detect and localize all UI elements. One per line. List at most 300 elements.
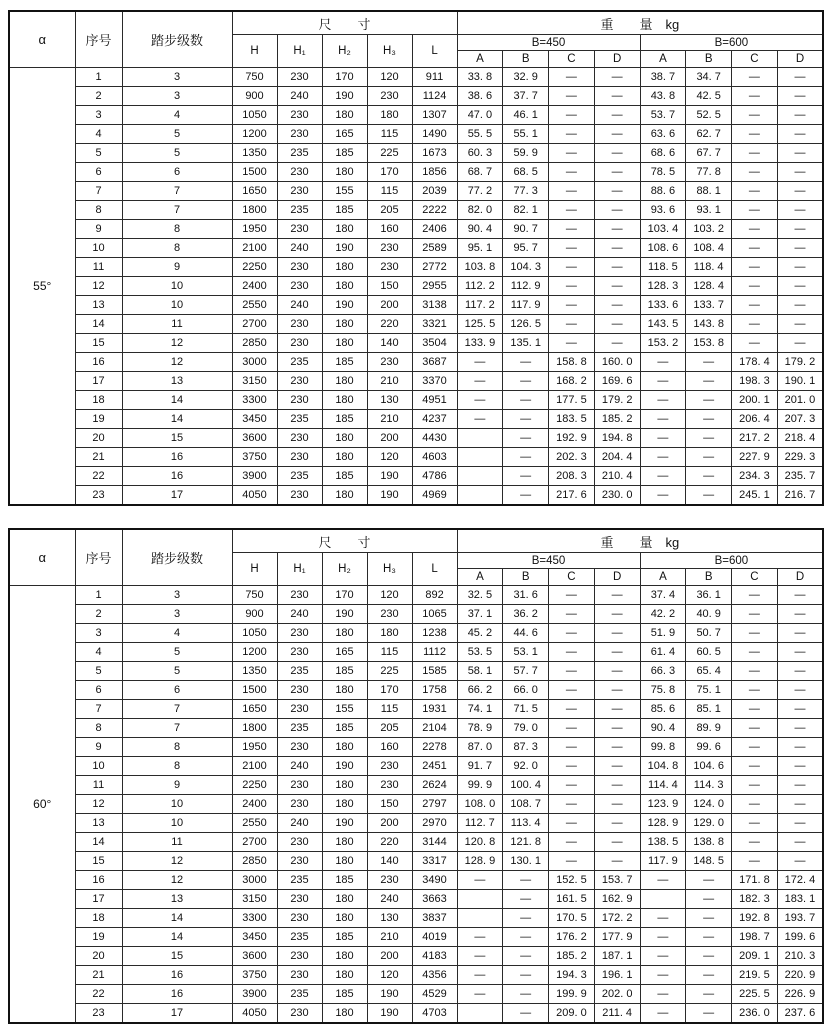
dim-H: 2700 [232, 315, 277, 334]
w600-A: — [640, 947, 686, 966]
w600-A: 128. 9 [640, 814, 686, 833]
w600-D: — [777, 144, 823, 163]
w600-B: 128. 4 [686, 277, 732, 296]
w450-B: 36. 2 [503, 605, 549, 624]
w600-A: 103. 4 [640, 220, 686, 239]
w450-D: 185. 2 [594, 410, 640, 429]
w600-A: — [640, 448, 686, 467]
w600-D: — [777, 643, 823, 662]
dim-H: 2700 [232, 833, 277, 852]
row-no: 5 [75, 662, 122, 681]
w600-A: 38. 7 [640, 68, 686, 87]
step-count: 12 [122, 334, 232, 353]
w600-A: 90. 4 [640, 719, 686, 738]
w450-A [457, 1004, 503, 1024]
row-no: 17 [75, 372, 122, 391]
dim-H1: 240 [277, 605, 322, 624]
w600-D: — [777, 719, 823, 738]
w600-D: 199. 6 [777, 928, 823, 947]
table-row [9, 586, 823, 605]
dim-H3: 230 [367, 871, 412, 890]
dim-H2: 180 [322, 106, 367, 125]
w600-B: — [686, 486, 732, 506]
table-row [9, 852, 823, 871]
w450-D: — [594, 643, 640, 662]
w450-A: 38. 6 [457, 87, 503, 106]
dim-H1: 230 [277, 947, 322, 966]
dim-H3: 230 [367, 757, 412, 776]
dim-H: 1200 [232, 643, 277, 662]
header-H2: H₂ [322, 35, 367, 68]
w600-D: 172. 4 [777, 871, 823, 890]
dim-H3: 120 [367, 586, 412, 605]
header-b600-B: B [686, 51, 732, 68]
step-count: 16 [122, 467, 232, 486]
w450-B: 59. 9 [503, 144, 549, 163]
dim-H3: 140 [367, 334, 412, 353]
dim-H3: 180 [367, 624, 412, 643]
w600-C: — [732, 719, 778, 738]
dim-H2: 170 [322, 68, 367, 87]
w450-D: — [594, 144, 640, 163]
dim-L: 2797 [412, 795, 457, 814]
row-no: 8 [75, 719, 122, 738]
w600-B: 124. 0 [686, 795, 732, 814]
dim-H1: 230 [277, 106, 322, 125]
dim-H2: 185 [322, 871, 367, 890]
table-row [9, 776, 823, 795]
w450-C: — [549, 125, 595, 144]
w600-A: 117. 9 [640, 852, 686, 871]
dim-H2: 185 [322, 719, 367, 738]
w450-B: 53. 1 [503, 643, 549, 662]
w450-C: — [549, 643, 595, 662]
dim-L: 1585 [412, 662, 457, 681]
dim-H: 1050 [232, 624, 277, 643]
w450-C: — [549, 68, 595, 87]
table-body [9, 586, 823, 1024]
dim-L: 2970 [412, 814, 457, 833]
dim-H3: 190 [367, 486, 412, 506]
w600-A: 51. 9 [640, 624, 686, 643]
w600-A: 61. 4 [640, 643, 686, 662]
w600-C: — [732, 700, 778, 719]
w450-C: — [549, 258, 595, 277]
step-count: 7 [122, 182, 232, 201]
dim-H: 2400 [232, 795, 277, 814]
w450-C: — [549, 296, 595, 315]
w600-D: — [777, 87, 823, 106]
w600-A: 99. 8 [640, 738, 686, 757]
w600-C: — [732, 239, 778, 258]
header-b600-B: B [686, 569, 732, 586]
header-H1: H₁ [277, 35, 322, 68]
w450-A: 37. 1 [457, 605, 503, 624]
step-count: 6 [122, 163, 232, 182]
w450-D: 179. 2 [594, 391, 640, 410]
dim-H1: 230 [277, 738, 322, 757]
step-count: 7 [122, 719, 232, 738]
w450-A: 120. 8 [457, 833, 503, 852]
w600-C: 206. 4 [732, 410, 778, 429]
dim-H3: 210 [367, 410, 412, 429]
w600-A: 43. 8 [640, 87, 686, 106]
w450-C: — [549, 220, 595, 239]
w600-C: — [732, 125, 778, 144]
w600-C: — [732, 757, 778, 776]
header-b600-C: C [732, 569, 778, 586]
w600-C: — [732, 586, 778, 605]
row-no: 10 [75, 239, 122, 258]
w600-A: 37. 4 [640, 586, 686, 605]
row-no: 14 [75, 833, 122, 852]
row-no: 6 [75, 681, 122, 700]
table-row [9, 814, 823, 833]
step-count: 15 [122, 429, 232, 448]
dim-H1: 235 [277, 144, 322, 163]
dim-L: 3490 [412, 871, 457, 890]
w600-A [640, 890, 686, 909]
dim-L: 4430 [412, 429, 457, 448]
w600-C: 192. 8 [732, 909, 778, 928]
dim-H1: 230 [277, 277, 322, 296]
w450-C: — [549, 681, 595, 700]
w600-B: 143. 8 [686, 315, 732, 334]
dim-H: 1200 [232, 125, 277, 144]
w600-B: 77. 8 [686, 163, 732, 182]
w600-D: — [777, 833, 823, 852]
w450-D: 187. 1 [594, 947, 640, 966]
w600-C: — [732, 87, 778, 106]
dim-H2: 180 [322, 277, 367, 296]
w450-A: 87. 0 [457, 738, 503, 757]
w450-C: 208. 3 [549, 467, 595, 486]
header-b600-A: A [640, 51, 686, 68]
step-count: 12 [122, 852, 232, 871]
w600-B: 85. 1 [686, 700, 732, 719]
dim-H3: 230 [367, 353, 412, 372]
w600-B: 34. 7 [686, 68, 732, 87]
step-count: 5 [122, 643, 232, 662]
w600-B: — [686, 448, 732, 467]
step-count: 16 [122, 448, 232, 467]
w450-D: — [594, 681, 640, 700]
w450-A: — [457, 372, 503, 391]
dim-H1: 230 [277, 372, 322, 391]
w450-B: — [503, 429, 549, 448]
row-no: 16 [75, 353, 122, 372]
w450-A: 128. 9 [457, 852, 503, 871]
w600-D: 237. 6 [777, 1004, 823, 1024]
dim-H1: 230 [277, 182, 322, 201]
step-count: 13 [122, 372, 232, 391]
table-row [9, 429, 823, 448]
w450-C: 161. 5 [549, 890, 595, 909]
w600-A: 78. 5 [640, 163, 686, 182]
dim-H3: 200 [367, 814, 412, 833]
dim-L: 2772 [412, 258, 457, 277]
header-H3: H₃ [367, 553, 412, 586]
dim-H2: 185 [322, 467, 367, 486]
w600-A: — [640, 467, 686, 486]
header-b600: B=600 [640, 35, 823, 51]
w450-B: 117. 9 [503, 296, 549, 315]
w600-D: 216. 7 [777, 486, 823, 506]
header-weight: 重 量 kg [457, 529, 823, 553]
table-row [9, 258, 823, 277]
w450-A [457, 486, 503, 506]
row-no: 21 [75, 966, 122, 985]
table-row [9, 624, 823, 643]
table-row [9, 372, 823, 391]
w600-B: — [686, 353, 732, 372]
header-b450-C: C [549, 569, 595, 586]
header-H: H [232, 553, 277, 586]
w450-D: 210. 4 [594, 467, 640, 486]
dim-H: 3450 [232, 410, 277, 429]
dim-L: 3321 [412, 315, 457, 334]
w600-C: — [732, 776, 778, 795]
w600-C: — [732, 833, 778, 852]
dim-H2: 180 [322, 890, 367, 909]
w450-A: 112. 7 [457, 814, 503, 833]
table-row [9, 738, 823, 757]
w600-B: — [686, 928, 732, 947]
row-no: 20 [75, 429, 122, 448]
w600-A: — [640, 909, 686, 928]
w450-C: — [549, 852, 595, 871]
dim-H: 3900 [232, 467, 277, 486]
w450-B: — [503, 928, 549, 947]
w600-A: — [640, 410, 686, 429]
dim-H1: 240 [277, 87, 322, 106]
table-row [9, 391, 823, 410]
dim-L: 4786 [412, 467, 457, 486]
w600-C: 198. 7 [732, 928, 778, 947]
header-b450-D: D [594, 51, 640, 68]
w450-D: — [594, 586, 640, 605]
w450-B: 100. 4 [503, 776, 549, 795]
table-row [9, 985, 823, 1004]
dim-H2: 180 [322, 852, 367, 871]
alpha-value: 55° [9, 68, 75, 506]
row-no: 6 [75, 163, 122, 182]
table-row [9, 966, 823, 985]
w450-D: — [594, 163, 640, 182]
dim-H1: 230 [277, 909, 322, 928]
header-steps: 踏步级数 [122, 11, 232, 68]
dim-H: 1350 [232, 144, 277, 163]
header-H: H [232, 35, 277, 68]
dim-H3: 190 [367, 1004, 412, 1024]
row-no: 7 [75, 700, 122, 719]
w450-B: 68. 5 [503, 163, 549, 182]
w600-C: 245. 1 [732, 486, 778, 506]
dim-H1: 230 [277, 890, 322, 909]
w600-A: 114. 4 [640, 776, 686, 795]
step-count: 3 [122, 586, 232, 605]
step-count: 15 [122, 947, 232, 966]
w450-D: — [594, 662, 640, 681]
w600-B: 99. 6 [686, 738, 732, 757]
w600-B: — [686, 966, 732, 985]
w450-D: — [594, 125, 640, 144]
w450-D: 169. 6 [594, 372, 640, 391]
dim-H1: 230 [277, 776, 322, 795]
w450-A: — [457, 391, 503, 410]
dim-L: 4529 [412, 985, 457, 1004]
table-row [9, 681, 823, 700]
row-no: 9 [75, 220, 122, 239]
dim-H3: 230 [367, 87, 412, 106]
w450-B: 87. 3 [503, 738, 549, 757]
w450-B: — [503, 467, 549, 486]
dim-L: 3144 [412, 833, 457, 852]
w450-A: — [457, 410, 503, 429]
table-row [9, 486, 823, 506]
header-b600-A: A [640, 569, 686, 586]
w600-B: — [686, 429, 732, 448]
dim-H1: 230 [277, 220, 322, 239]
w450-C: 185. 2 [549, 947, 595, 966]
w450-A: 99. 9 [457, 776, 503, 795]
dim-H: 3150 [232, 372, 277, 391]
dim-H1: 235 [277, 201, 322, 220]
dim-H1: 235 [277, 353, 322, 372]
w450-B: — [503, 890, 549, 909]
row-no: 3 [75, 624, 122, 643]
w450-A: 33. 8 [457, 68, 503, 87]
w450-D: — [594, 68, 640, 87]
dim-L: 4019 [412, 928, 457, 947]
w450-D: — [594, 258, 640, 277]
dim-L: 3687 [412, 353, 457, 372]
dim-L: 4183 [412, 947, 457, 966]
table-row [9, 144, 823, 163]
w600-C: 209. 1 [732, 947, 778, 966]
dim-H3: 240 [367, 890, 412, 909]
header-dimensions: 尺 寸 [232, 529, 457, 553]
w600-A: — [640, 429, 686, 448]
dim-H1: 230 [277, 125, 322, 144]
w600-D: — [777, 700, 823, 719]
w600-D: 201. 0 [777, 391, 823, 410]
dim-H3: 160 [367, 220, 412, 239]
w450-A: 95. 1 [457, 239, 503, 258]
dim-H2: 190 [322, 296, 367, 315]
dim-H3: 130 [367, 909, 412, 928]
header-b600-C: C [732, 51, 778, 68]
w600-B: 118. 4 [686, 258, 732, 277]
dim-H3: 200 [367, 429, 412, 448]
step-count: 7 [122, 700, 232, 719]
w600-A: 153. 2 [640, 334, 686, 353]
w600-C: 219. 5 [732, 966, 778, 985]
dim-H2: 190 [322, 757, 367, 776]
table-header [9, 11, 823, 68]
header-b450-B: B [503, 51, 549, 68]
w450-B: 37. 7 [503, 87, 549, 106]
dim-H2: 185 [322, 928, 367, 947]
w450-A: 47. 0 [457, 106, 503, 125]
dim-L: 4951 [412, 391, 457, 410]
w600-C: — [732, 220, 778, 239]
w450-B: 108. 7 [503, 795, 549, 814]
w450-A: 58. 1 [457, 662, 503, 681]
w450-B: 112. 9 [503, 277, 549, 296]
header-b450-A: A [457, 51, 503, 68]
table-row [9, 643, 823, 662]
w600-D: — [777, 220, 823, 239]
w450-C: 152. 5 [549, 871, 595, 890]
w600-C: — [732, 277, 778, 296]
w600-D: — [777, 776, 823, 795]
w450-C: — [549, 605, 595, 624]
table-row [9, 106, 823, 125]
step-count: 6 [122, 681, 232, 700]
table-row [9, 871, 823, 890]
w600-B: — [686, 1004, 732, 1024]
w600-B: — [686, 410, 732, 429]
dim-H3: 210 [367, 928, 412, 947]
header-b450-A: A [457, 569, 503, 586]
table-row [9, 757, 823, 776]
w450-A: 112. 2 [457, 277, 503, 296]
w600-C: 178. 4 [732, 353, 778, 372]
dim-H1: 235 [277, 928, 322, 947]
dim-L: 2451 [412, 757, 457, 776]
w600-C: 198. 3 [732, 372, 778, 391]
w450-B: — [503, 448, 549, 467]
w450-C: 194. 3 [549, 966, 595, 985]
header-serial: 序号 [75, 529, 122, 586]
dim-H: 2250 [232, 258, 277, 277]
w450-D: 196. 1 [594, 966, 640, 985]
dim-H: 1500 [232, 681, 277, 700]
w600-B: 40. 9 [686, 605, 732, 624]
w600-C: — [732, 296, 778, 315]
w600-B: — [686, 890, 732, 909]
table-row [9, 239, 823, 258]
dim-H: 3450 [232, 928, 277, 947]
row-no: 15 [75, 334, 122, 353]
dim-L: 2406 [412, 220, 457, 239]
w600-C: — [732, 182, 778, 201]
w600-B: 93. 1 [686, 201, 732, 220]
w450-D: — [594, 795, 640, 814]
w450-B: 32. 9 [503, 68, 549, 87]
w600-D: — [777, 738, 823, 757]
w600-B: 89. 9 [686, 719, 732, 738]
row-no: 2 [75, 605, 122, 624]
w600-A: — [640, 372, 686, 391]
dim-H3: 170 [367, 163, 412, 182]
w450-B: 71. 5 [503, 700, 549, 719]
w450-A: 103. 8 [457, 258, 503, 277]
w600-C: 227. 9 [732, 448, 778, 467]
row-no: 2 [75, 87, 122, 106]
w450-D: — [594, 277, 640, 296]
dim-L: 1931 [412, 700, 457, 719]
step-count: 10 [122, 795, 232, 814]
w450-D: 202. 0 [594, 985, 640, 1004]
dim-H2: 180 [322, 391, 367, 410]
header-dimensions: 尺 寸 [232, 11, 457, 35]
alpha-value: 60° [9, 586, 75, 1024]
w600-D: — [777, 795, 823, 814]
w600-D: — [777, 814, 823, 833]
w450-A: 45. 2 [457, 624, 503, 643]
